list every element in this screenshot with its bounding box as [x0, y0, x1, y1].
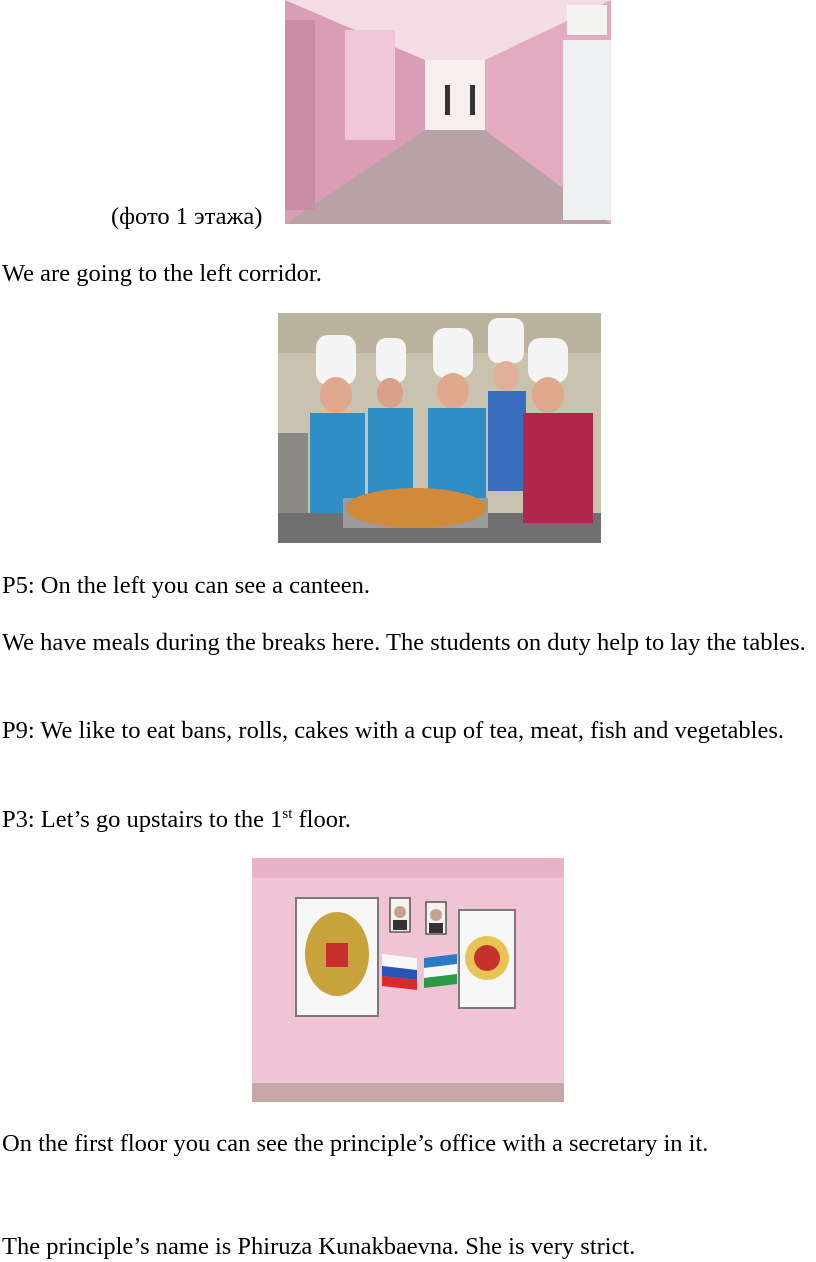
paragraph-p3 [2, 804, 351, 835]
corridor-photo [285, 0, 611, 224]
p3-text-after: floor. [292, 806, 351, 833]
photo-caption: (фото 1 этажа) [111, 203, 263, 230]
paragraph-principle: The principle’s name is Phiruza Kunakbaevna. She is very strict. [2, 1233, 636, 1260]
p3-superscript: st [282, 806, 293, 822]
p3-text-before: P3: Let’s go upstairs to the 1 [2, 806, 283, 833]
paragraph-first-floor: On the first floor you can see the principle’s office with a secretary in it. [2, 1130, 709, 1157]
paragraph-p9: P9: We like to eat bans, rolls, cakes with a cup of tea, meat, fish and vegetables. [2, 717, 785, 744]
emblems-wall-photo [252, 858, 564, 1102]
paragraph-meals: We have meals during the breaks here. The students on duty help to lay the tables. [2, 629, 806, 656]
canteen-staff-photo [278, 313, 601, 543]
paragraph-p5: P5: On the left you can see a canteen. [2, 572, 371, 599]
paragraph-corridor: We are going to the left corridor. [2, 260, 322, 287]
